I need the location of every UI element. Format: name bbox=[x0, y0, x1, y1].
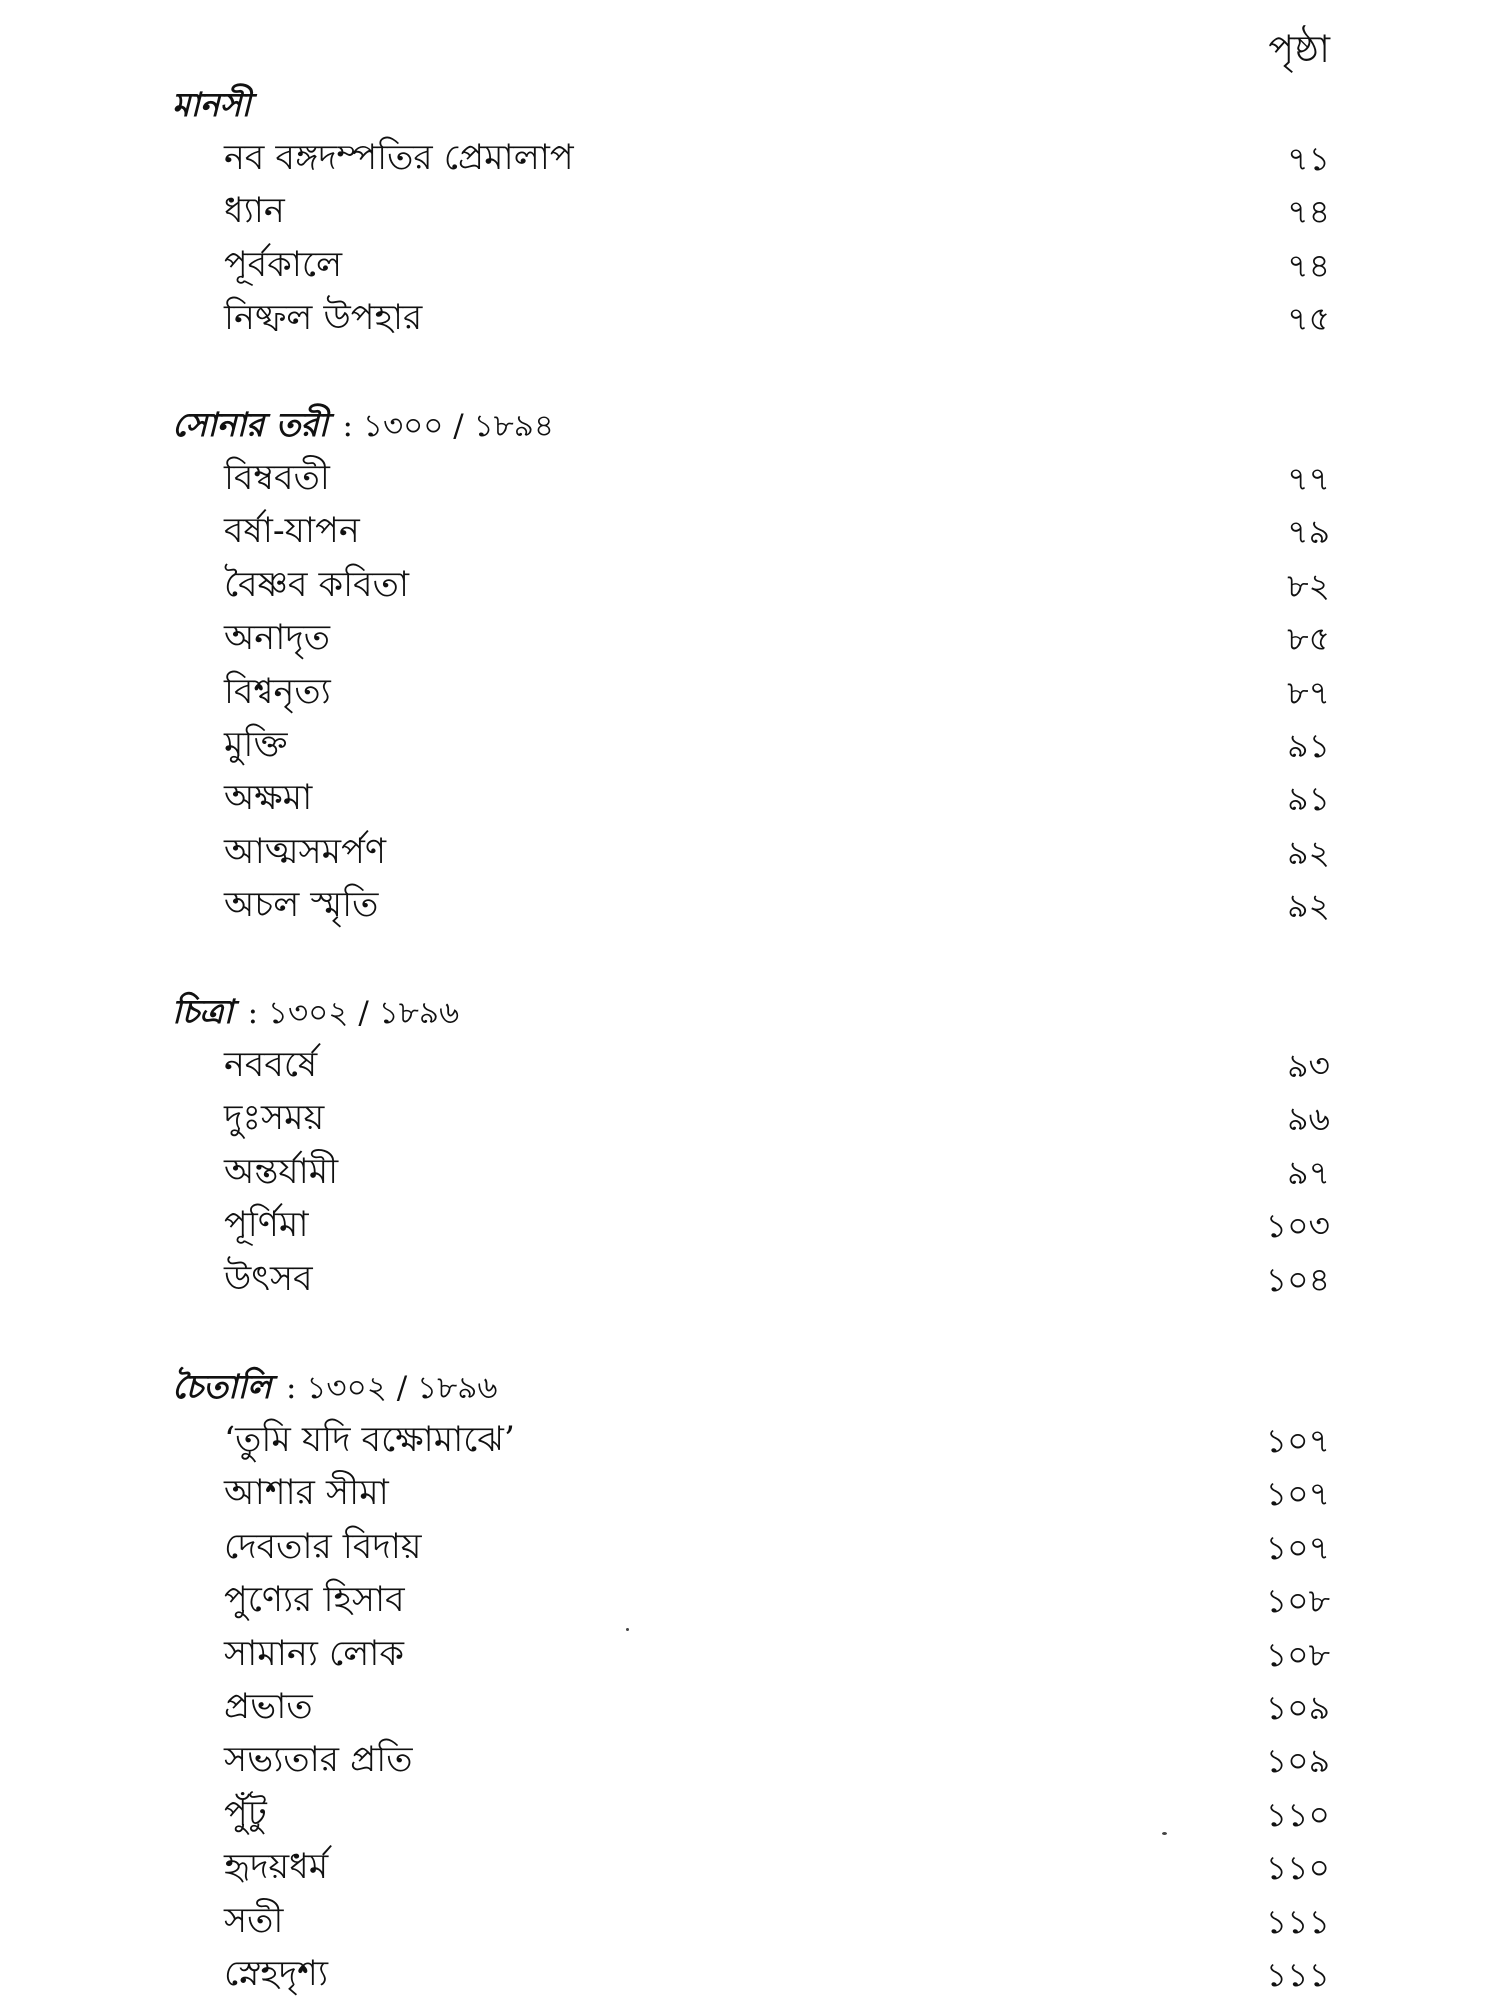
page-column-label: পৃষ্ঠা bbox=[1268, 27, 1330, 71]
entry-title: দুঃসময় bbox=[224, 1098, 325, 1139]
toc-entry[interactable] bbox=[172, 1734, 1330, 1787]
entry-page-number: ১০৪ bbox=[1265, 1259, 1330, 1299]
entry-page-number: ৯১ bbox=[1287, 725, 1330, 765]
entry-page-number: ১১১ bbox=[1265, 1901, 1330, 1941]
entry-title: আশার সীমা bbox=[224, 1473, 389, 1514]
entry-title: নব বঙ্গদম্পতির প্রেমালাপ bbox=[224, 138, 574, 178]
toc-entry[interactable] bbox=[172, 612, 1330, 665]
entry-title: পুঁটু bbox=[224, 1793, 267, 1834]
entry-page-number: ৭৭ bbox=[1287, 459, 1330, 498]
entry-title: নিষ্ফল উপহার bbox=[224, 298, 423, 339]
section-heading bbox=[172, 398, 1330, 452]
entry-page-number: ৮২ bbox=[1287, 565, 1330, 605]
entry-page-number: ৯৬ bbox=[1287, 1099, 1330, 1139]
entry-title: বর্ষা-যাপন bbox=[224, 511, 360, 552]
toc-entry[interactable] bbox=[172, 1841, 1330, 1894]
toc-entry[interactable] bbox=[172, 1199, 1330, 1252]
toc-entry[interactable] bbox=[172, 452, 1330, 505]
entry-title: হৃদয়ধর্ম bbox=[224, 1847, 329, 1888]
entry-title: সতী bbox=[224, 1900, 284, 1941]
entry-page-number: ১১১ bbox=[1265, 1954, 1330, 1994]
entry-title: অচল স্মৃতি bbox=[224, 885, 379, 926]
entry-title: নববর্ষে bbox=[224, 1045, 318, 1085]
section-heading bbox=[172, 1360, 1330, 1414]
entry-title: ধ্যান bbox=[224, 191, 285, 232]
toc-section-sonar-tori bbox=[172, 398, 1330, 933]
entry-title: সামান্য লোক bbox=[224, 1633, 404, 1674]
toc-entry[interactable] bbox=[172, 1253, 1330, 1306]
toc-entry[interactable] bbox=[172, 185, 1330, 238]
entry-page-number: ৭৪ bbox=[1287, 245, 1330, 285]
entry-page-number: ১০৭ bbox=[1265, 1421, 1330, 1460]
toc-entry[interactable] bbox=[172, 505, 1330, 558]
toc-entry[interactable] bbox=[172, 1574, 1330, 1627]
toc-entry[interactable] bbox=[172, 1146, 1330, 1199]
entry-title: ‘তুমি যদি বক্ষোমাঝে’ bbox=[224, 1420, 515, 1460]
entry-title: সভ্যতার প্রতি bbox=[224, 1740, 413, 1781]
entry-page-number: ১০৭ bbox=[1265, 1527, 1330, 1567]
toc-entry[interactable] bbox=[172, 772, 1330, 825]
print-speck bbox=[1162, 1832, 1167, 1835]
entry-page-number: ৭৯ bbox=[1287, 512, 1330, 552]
entry-page-number: ৭৫ bbox=[1287, 299, 1330, 339]
toc-section-chitra bbox=[172, 985, 1330, 1306]
toc-entry[interactable] bbox=[172, 1467, 1330, 1520]
toc-entry[interactable] bbox=[172, 879, 1330, 932]
toc-entry[interactable] bbox=[172, 1414, 1330, 1467]
entry-page-number: ৯১ bbox=[1287, 779, 1330, 819]
entry-page-number: ৮৭ bbox=[1287, 672, 1330, 712]
entry-page-number: ৭১ bbox=[1287, 139, 1330, 178]
print-speck bbox=[626, 1628, 629, 1631]
entry-title: পুণ্যের হিসাব bbox=[224, 1580, 405, 1621]
toc-entry[interactable] bbox=[172, 1948, 1330, 2001]
toc-entry[interactable] bbox=[172, 292, 1330, 345]
toc-entry[interactable] bbox=[172, 132, 1330, 185]
entry-page-number: ৮৫ bbox=[1287, 619, 1330, 659]
toc-entry[interactable] bbox=[172, 826, 1330, 879]
entry-page-number: ১০৮ bbox=[1265, 1581, 1330, 1621]
toc-entry[interactable] bbox=[172, 666, 1330, 719]
section-title: মানসী bbox=[172, 85, 251, 124]
entry-page-number: ১০৯ bbox=[1265, 1741, 1330, 1781]
entry-page-number: ৯৭ bbox=[1287, 1152, 1330, 1192]
entry-page-number: ১০৭ bbox=[1265, 1474, 1330, 1514]
toc-entry[interactable] bbox=[172, 1092, 1330, 1145]
entry-title: পূর্বকালে bbox=[224, 244, 343, 285]
entry-title: বিশ্বনৃত্য bbox=[224, 671, 331, 712]
entry-title: বিম্ববতী bbox=[224, 458, 330, 498]
entry-title: বৈষ্ণব কবিতা bbox=[224, 564, 410, 605]
entry-title: অন্তর্যামী bbox=[224, 1151, 339, 1192]
entry-title: পূর্ণিমা bbox=[224, 1205, 309, 1246]
toc-entry[interactable] bbox=[172, 1788, 1330, 1841]
toc-entry[interactable] bbox=[172, 1039, 1330, 1092]
section-title: চৈতালি bbox=[172, 1367, 272, 1406]
entry-page-number: ১০৯ bbox=[1265, 1687, 1330, 1727]
entry-page-number: ৯২ bbox=[1287, 832, 1330, 872]
section-year: : ১৩০২ / ১৮৯৬ bbox=[247, 995, 460, 1031]
entry-title: অনাদৃত bbox=[224, 618, 331, 659]
section-heading bbox=[172, 78, 1330, 132]
entry-title: উৎসব bbox=[224, 1258, 313, 1299]
toc-entry[interactable] bbox=[172, 1681, 1330, 1734]
section-year: : ১৩০২ / ১৮৯৬ bbox=[286, 1370, 498, 1406]
entry-title: প্রভাত bbox=[224, 1686, 313, 1727]
entry-page-number: ৭৪ bbox=[1287, 192, 1330, 232]
toc-entry[interactable] bbox=[172, 1628, 1330, 1681]
entry-page-number: ১০৮ bbox=[1265, 1634, 1330, 1674]
section-title: চিত্রা bbox=[172, 992, 234, 1031]
toc-entry[interactable] bbox=[172, 239, 1330, 292]
toc-entry[interactable] bbox=[172, 1895, 1330, 1948]
entry-page-number: ১০৩ bbox=[1265, 1206, 1330, 1246]
section-heading bbox=[172, 985, 1330, 1039]
section-year: : ১৩০০ / ১৮৯৪ bbox=[342, 408, 555, 444]
toc-entry[interactable] bbox=[172, 559, 1330, 612]
entry-page-number: ১১০ bbox=[1265, 1794, 1330, 1834]
entry-title: স্নেহদৃশ্য bbox=[224, 1953, 328, 1994]
entry-page-number: ৯২ bbox=[1287, 886, 1330, 926]
entry-title: অক্ষমা bbox=[224, 778, 313, 819]
entry-page-number: ৯৩ bbox=[1287, 1046, 1330, 1085]
section-title: সোনার তরী bbox=[172, 405, 329, 444]
entry-title: মুক্তি bbox=[224, 724, 288, 765]
toc-entry[interactable] bbox=[172, 719, 1330, 772]
toc-section-chaitali bbox=[172, 1360, 1330, 2001]
entry-title: দেবতার বিদায় bbox=[224, 1526, 422, 1567]
entry-title: আত্মসমর্পণ bbox=[224, 831, 387, 872]
toc-section-manasi bbox=[172, 78, 1330, 346]
toc-entry[interactable] bbox=[172, 1521, 1330, 1574]
entry-page-number: ১১০ bbox=[1265, 1848, 1330, 1888]
